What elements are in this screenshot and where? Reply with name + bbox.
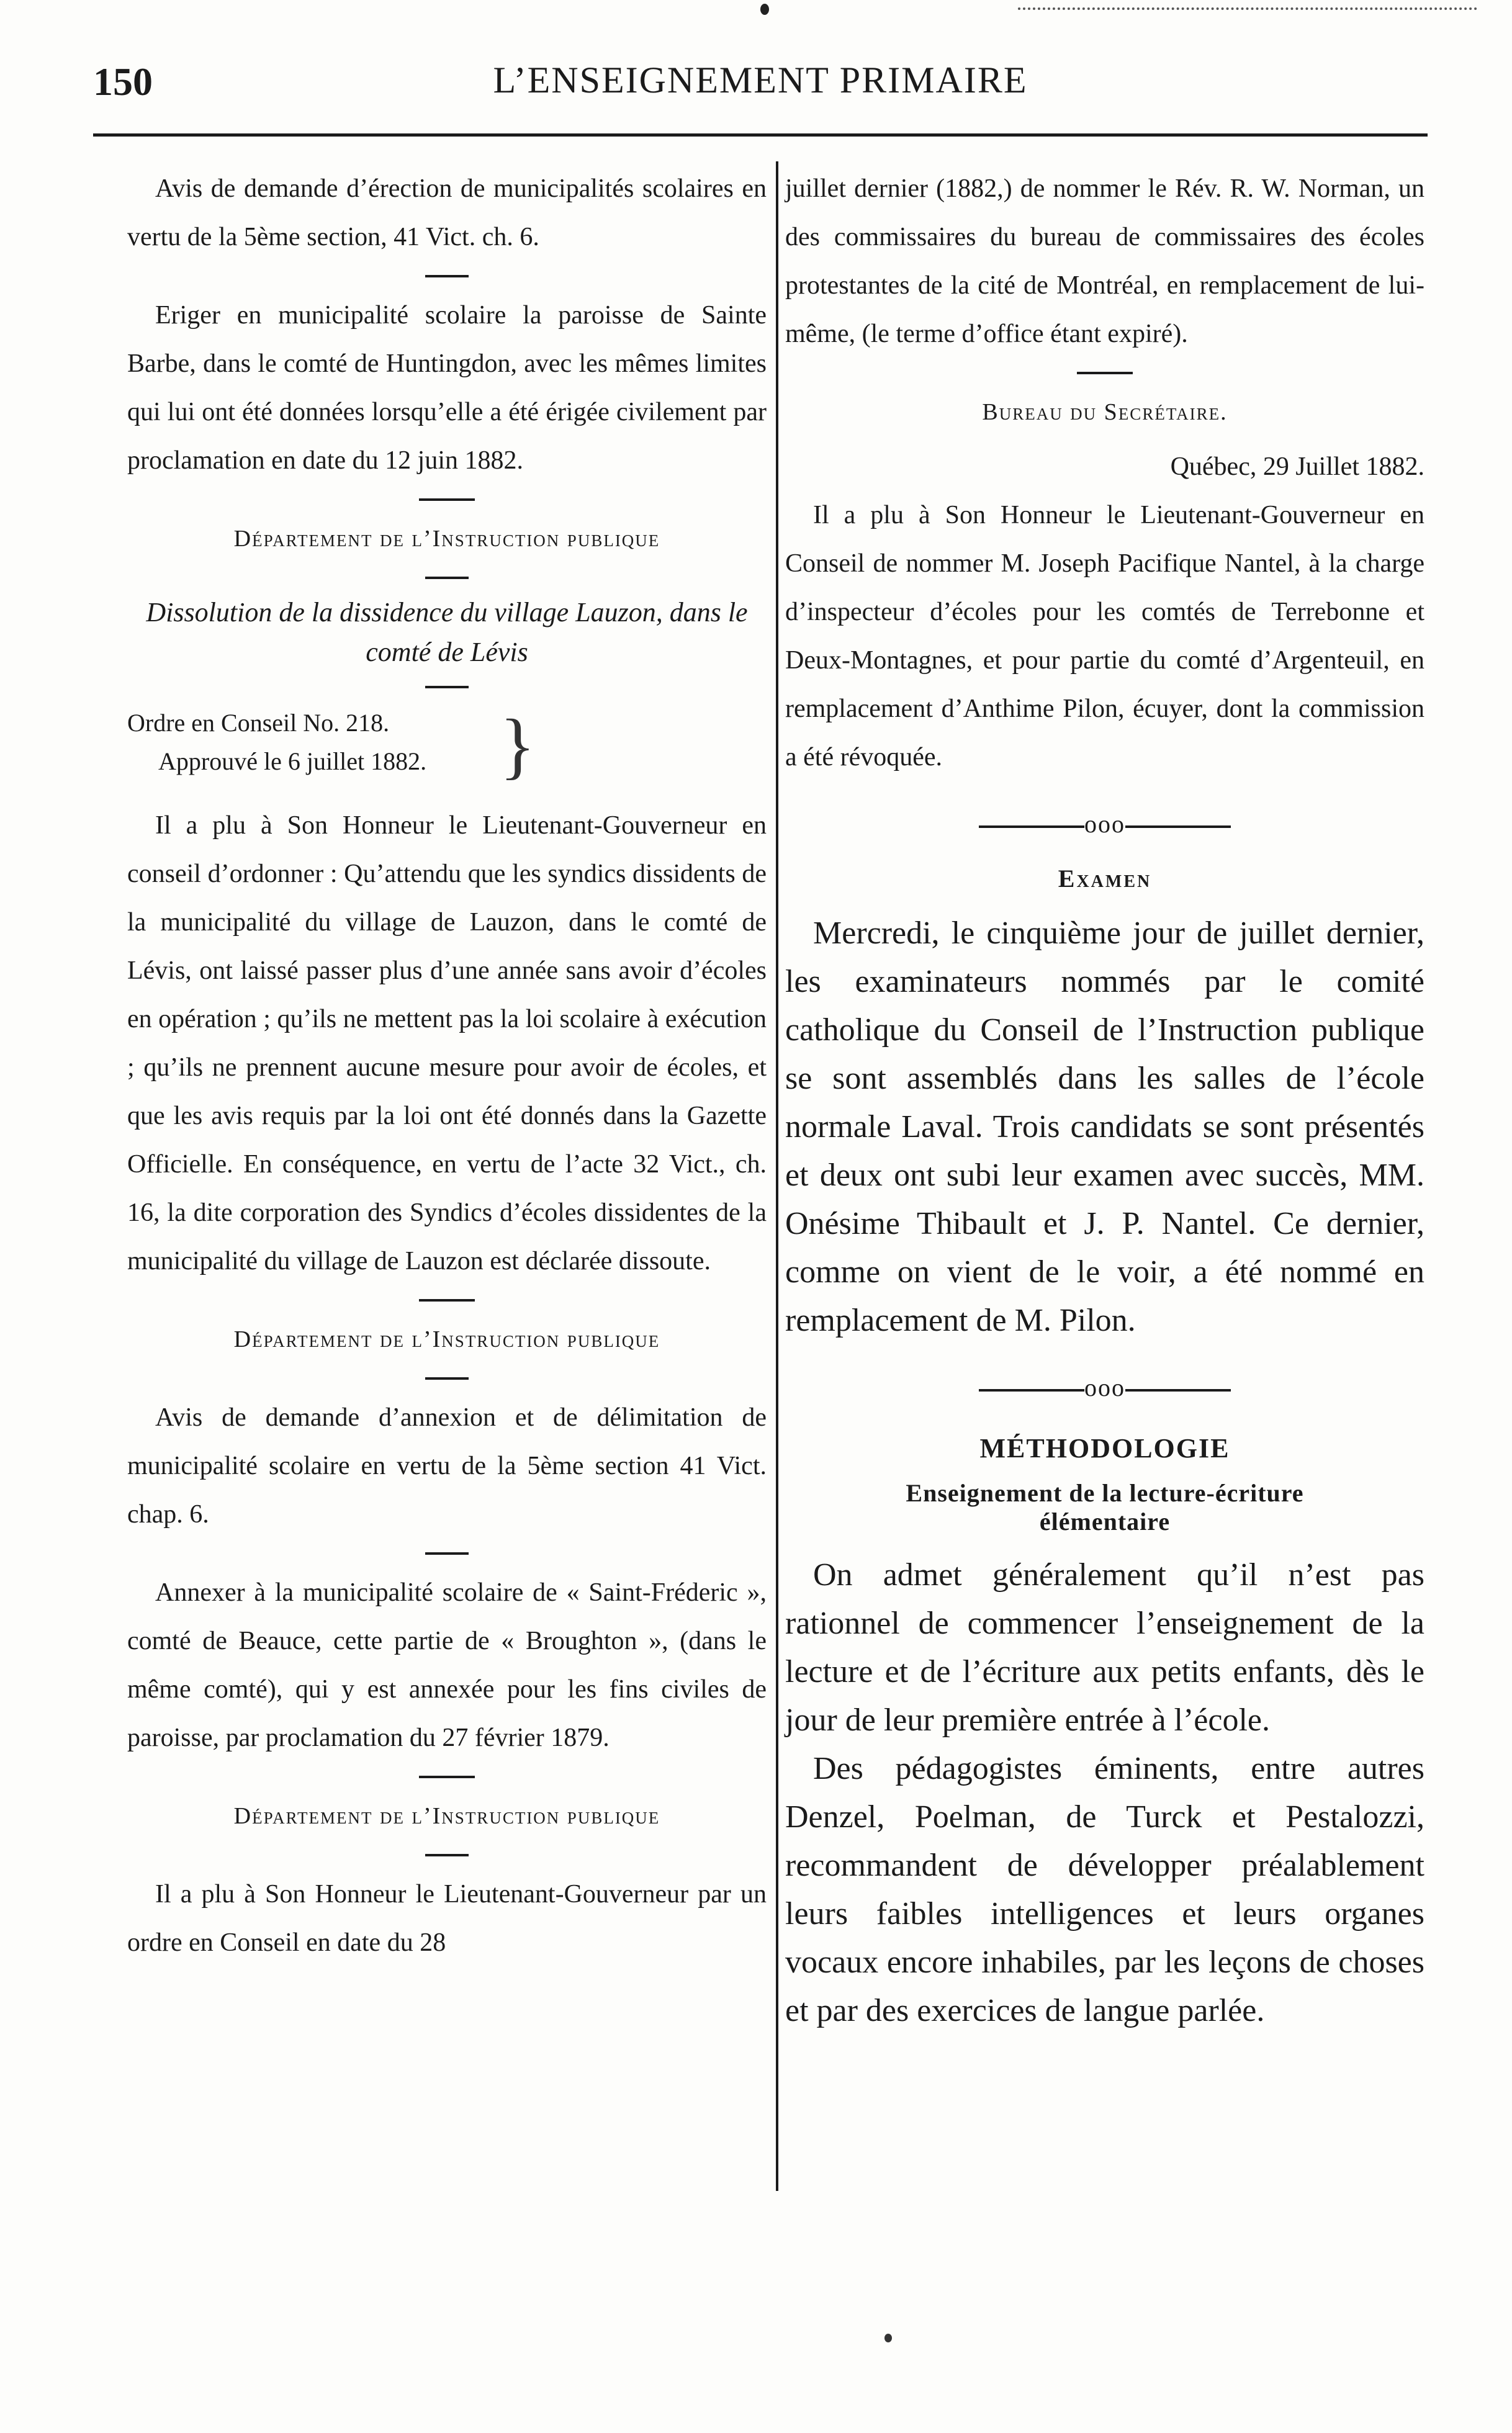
separator-dash xyxy=(425,577,469,579)
subsection-title xyxy=(785,1479,1424,1536)
right-paragraph-4: On admet généralement qu’il n’est pas rationnel de commencer l’enseignement de la lecture et de l’écriture aux petits enfants, dès le jour de leur première entrée à l’école. xyxy=(785,1557,1424,1738)
left-paragraph-4: Avis de demande d’annexion et de délimitation de municipalité scolaire en vertu de la 5ème section 41 Vict. chap. 6. xyxy=(127,1403,767,1529)
separator-dash xyxy=(419,1776,475,1778)
left-paragraph-2: Eriger en municipalité scolaire la paroisse de Sainte Barbe, dans le comté de Huntingdon, avec les mêmes limites qui lui ont été données lorsqu’elle a été érigée civilement par proclamation en date du 12 juin 1882. xyxy=(127,301,767,475)
section-heading: Bureau du Secrétaire. xyxy=(982,399,1228,425)
ornament-line xyxy=(979,1389,1084,1392)
left-paragraph-1: Avis de demande d’érection de municipalités scolaires en vertu de la 5ème section, 41 Vict. ch. 6. xyxy=(127,174,767,251)
ornament-line xyxy=(1125,825,1231,828)
subsection-title-line: Enseignement de la lecture-écriture xyxy=(906,1479,1304,1507)
order-approval: Approuvé le 6 juillet 1882. xyxy=(158,747,427,775)
right-paragraph-1: juillet dernier (1882,) de nommer le Rév. R. W. Norman, un des commissaires du bureau de commissaires des écoles protestantes de la cité de Montréal, en remplacement de lui-même, (le terme d’office étant expiré). xyxy=(785,174,1424,348)
separator-dash xyxy=(1077,372,1133,374)
section-title: Dissolution de la dissidence du village Lauzon, dans le comté de Lévis xyxy=(146,597,748,667)
order-number: Ordre en Conseil No. 218. xyxy=(127,709,390,737)
subsection-title-line: élémentaire xyxy=(1039,1508,1171,1536)
page-header xyxy=(93,59,1428,137)
separator-dash xyxy=(425,686,469,688)
separator-dash xyxy=(425,1552,469,1555)
ornament-separator xyxy=(785,800,1424,848)
left-column xyxy=(127,164,767,1967)
top-dotted-rule xyxy=(1018,7,1477,10)
page-number: 150 xyxy=(93,60,153,104)
section-heading: Département de l’Instruction publique xyxy=(233,1803,660,1829)
right-paragraph-5: Des pédagogistes éminents, entre autres Denzel, Poelman, de Turck et Pestalozzi, recommandent de développer préalablement leurs faibles intelligences et leurs organes vocaux encore inhabiles, par les leçons de choses et par des exercices de langue parlée. xyxy=(785,1751,1424,2028)
section-title: Examen xyxy=(1058,865,1152,893)
separator-dash xyxy=(419,1299,475,1302)
brace-glyph: } xyxy=(500,704,536,786)
section-heading: Département de l’Instruction publique xyxy=(233,1326,660,1352)
left-paragraph-3: Il a plu à Son Honneur le Lieutenant-Gouverneur en conseil d’ordonner : Qu’attendu que les syndics dissidents de la municipalité du village de Lauzon, dans le comté de Lévis, ont laissé passer plus d’une année sans avoir d’écoles en opération ; qu’ils ne mettent pas la loi scolaire à exécution ; qu’ils ne prennent aucune mesure pour avoir de écoles, et que les avis requis par la loi ont été donnés dans la Gazette Officielle. En conséquence, en vertu de l’acte 32 Vict., ch. 16, la dite corporation des Syndics d’écoles dissidentes de la municipalité du village de Lauzon est déclarée dissoute. xyxy=(127,811,767,1275)
section-heading: Département de l’Instruction publique xyxy=(233,526,660,552)
separator-dash xyxy=(425,1377,469,1380)
ornament-line xyxy=(1125,1389,1231,1392)
ornament-line xyxy=(979,825,1084,828)
ornament-text: ooo xyxy=(1084,1374,1125,1401)
separator-dash xyxy=(419,498,475,501)
running-title: L’ENSEIGNEMENT PRIMAIRE xyxy=(493,60,1028,101)
ink-speck xyxy=(884,2334,892,2342)
column-divider xyxy=(776,161,778,2191)
right-paragraph-3: Mercredi, le cinquième jour de juillet dernier, les examinateurs nommés par le comité catholique du Conseil de l’Instruction publique se sont assemblés dans les salles de l’école normale Laval. Trois candidats se sont présentés et deux ont subi leur examen avec succès, MM. Onésime Thibault et J. P. Nantel. Ce dernier, comme on vient de le voir, a été nommé en remplacement de M. Pilon. xyxy=(785,915,1424,1338)
separator-dash xyxy=(425,1854,469,1856)
ornament-separator xyxy=(785,1364,1424,1412)
right-column xyxy=(785,164,1424,2035)
right-paragraph-2: Il a plu à Son Honneur le Lieutenant-Gouverneur en Conseil de nommer M. Joseph Pacifique Nantel, à la charge d’inspecteur d’écoles pour les comtés de Terrebonne et Deux-Montagnes, et pour partie du comté d’Argenteuil, en remplacement d’Anthime Pilon, écuyer, dont la commission a été révoquée. xyxy=(785,501,1424,771)
left-paragraph-6: Il a plu à Son Honneur le Lieutenant-Gouverneur par un ordre en Conseil en date du 28 xyxy=(127,1880,767,1957)
ornament-text: ooo xyxy=(1084,810,1125,838)
dateline: Québec, 29 Juillet 1882. xyxy=(1170,452,1424,481)
left-paragraph-5: Annexer à la municipalité scolaire de « Saint-Fréderic », comté de Beauce, cette partie de « Broughton », (dans le même comté), qui y est annexée pour les fins civiles de paroisse, par proclamation du 27 février 1879. xyxy=(127,1578,767,1752)
order-reference xyxy=(127,702,767,801)
section-title: MÉTHODOLOGIE xyxy=(979,1433,1230,1464)
separator-dash xyxy=(425,275,469,277)
ink-speck xyxy=(760,4,769,15)
